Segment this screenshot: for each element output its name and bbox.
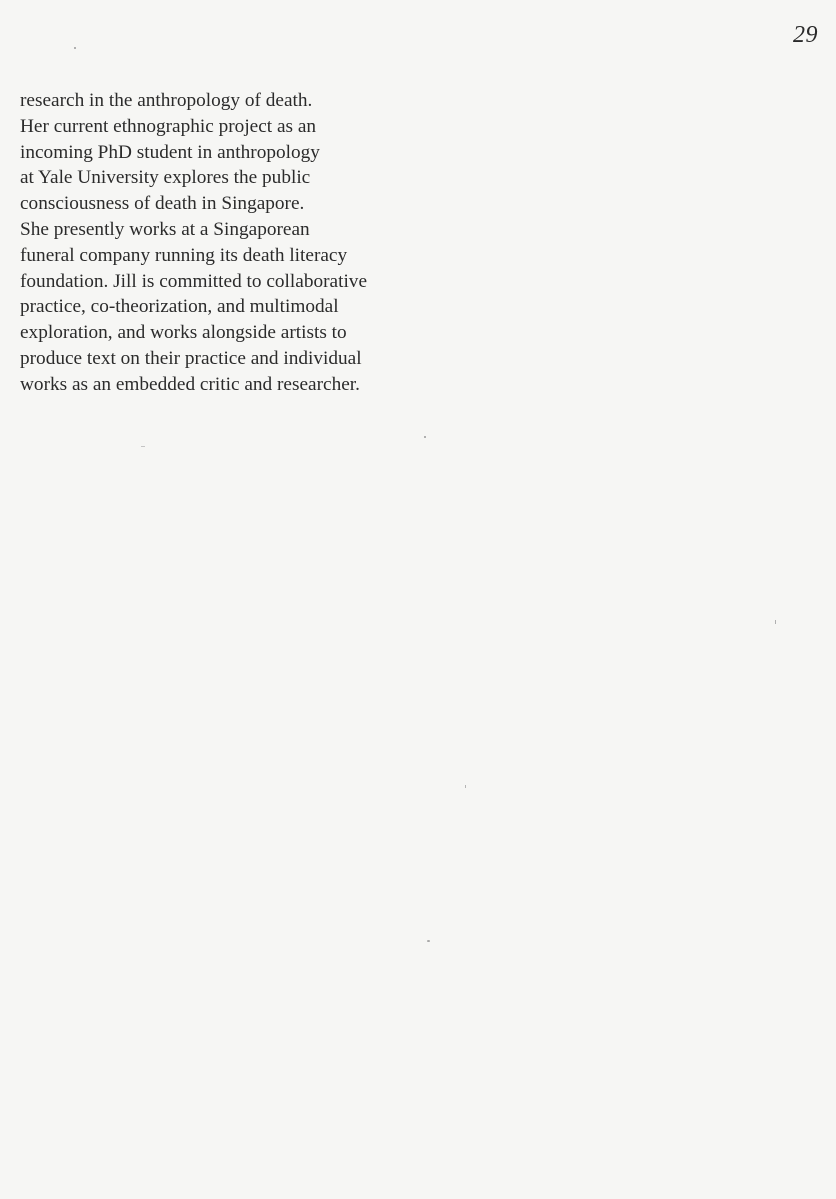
- bio-line: funeral company running its death literacy: [20, 244, 348, 266]
- bio-paragraph: [20, 88, 420, 398]
- bio-line: Her current ethnographic project as an: [20, 115, 317, 137]
- bio-line: incoming PhD student in anthropology: [20, 141, 320, 163]
- bio-line: research in the anthropology of death.: [20, 90, 313, 111]
- page-number: 29: [793, 22, 818, 48]
- paper-speck: [427, 940, 430, 942]
- paper-speck: [424, 436, 426, 438]
- bio-line: practice, co-theorization, and multimodal: [20, 296, 339, 318]
- bio-line: produce text on their practice and individual: [20, 347, 362, 369]
- bio-line: consciousness of death in Singapore.: [20, 193, 305, 215]
- bio-line: She presently works at a Singaporean: [20, 218, 310, 240]
- bio-line: exploration, and works alongside artists to: [20, 322, 347, 344]
- bio-line: foundation. Jill is committed to collaborative: [20, 270, 367, 292]
- paper-speck: [465, 785, 466, 788]
- paper-speck: [141, 446, 145, 447]
- bio-line: works as an embedded critic and researcher.: [20, 373, 360, 395]
- bio-line: at Yale University explores the public: [20, 167, 311, 189]
- paper-speck: [775, 620, 776, 624]
- paper-speck: [74, 47, 76, 49]
